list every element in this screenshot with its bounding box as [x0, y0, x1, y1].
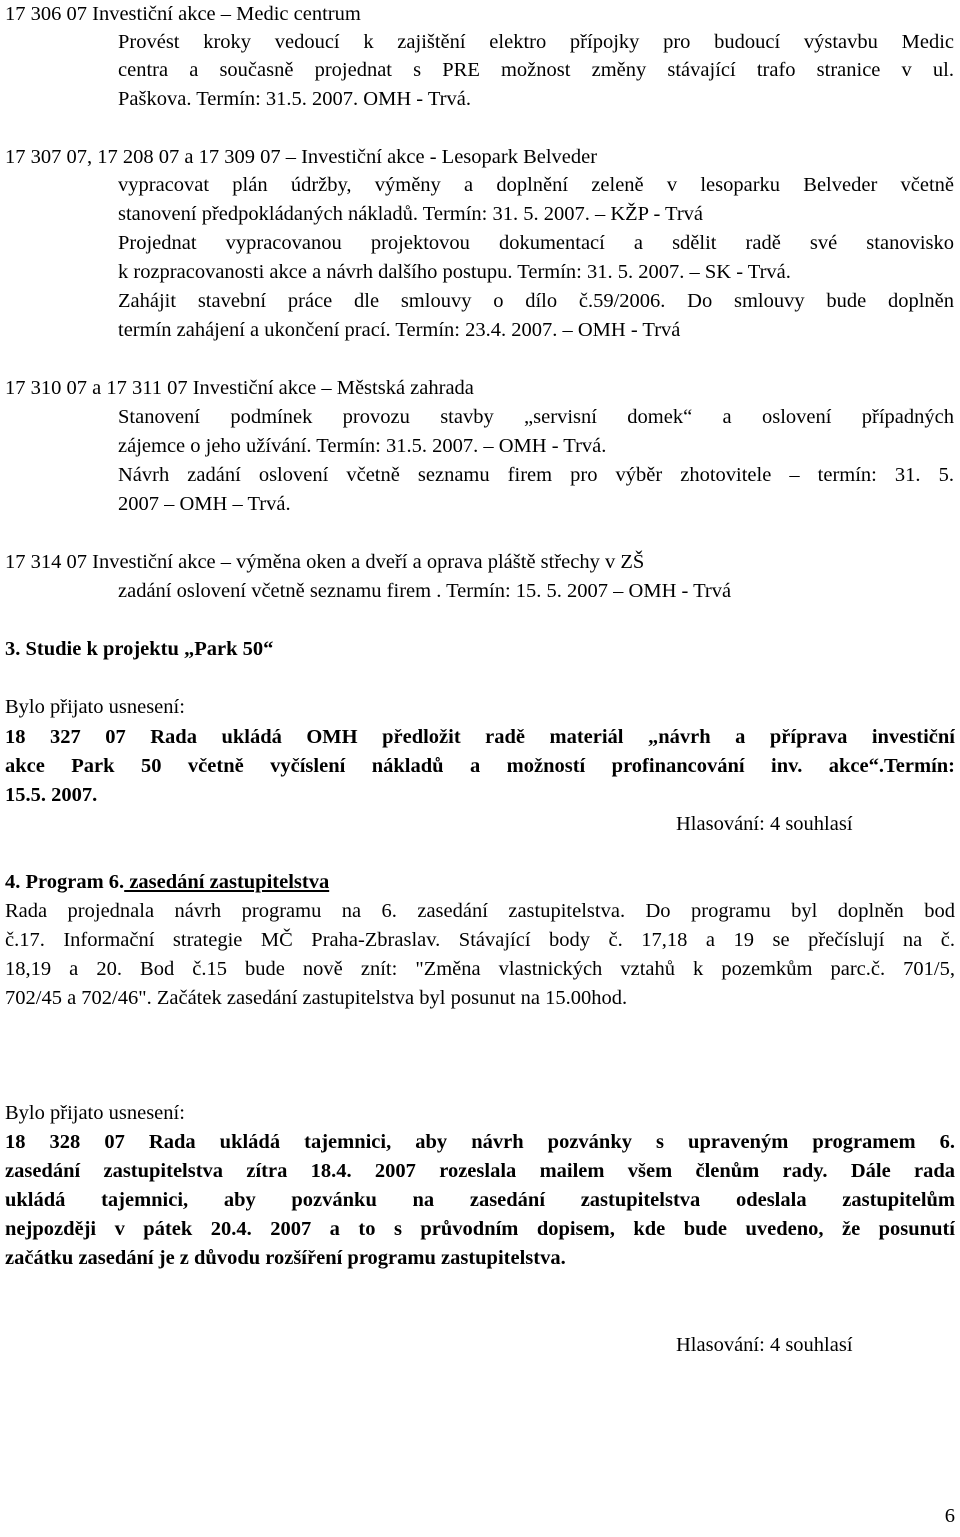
item-text-line: Projednat vypracovanou projektovou dokumentací a sdělit radě své stanovisko — [118, 232, 954, 254]
paragraph-line: Rada projednala návrh programu na 6. zasedání zastupitelstva. Do programu byl doplněn bod — [5, 900, 955, 922]
item-text-line: vypracovat plán údržby, výměny a doplnění zeleně v lesoparku Belveder včetně — [118, 174, 954, 196]
item-text-line: Paškova. Termín: 31.5. 2007. OMH - Trvá. — [118, 88, 471, 110]
resolution-line: 18 327 07 Rada ukládá OMH předložit radě materiál „návrh a příprava investiční — [5, 726, 955, 748]
item-text-line: termín zahájení a ukončení prací. Termín: 23.4. 2007. – OMH - Trvá — [118, 319, 681, 341]
item-text-line: stanovení předpokládaných nákladů. Termín: 31. 5. 2007. – KŽP - Trvá — [118, 203, 704, 225]
resolution-line: akce Park 50 včetně vyčíslení nákladů a možností profinancování inv. akce“.Termín: — [5, 755, 955, 777]
item-heading: 17 306 07 Investiční akce – Medic centrum — [5, 3, 361, 25]
resolution-intro: Bylo přijato usnesení: — [5, 1102, 185, 1124]
item-heading: 17 310 07 a 17 311 07 Investiční akce – Městská zahrada — [5, 377, 474, 399]
item-text-line: 2007 – OMH – Trvá. — [118, 493, 291, 515]
item-text-line: Zahájit stavební práce dle smlouvy o dílo č.59/2006. Do smlouvy bude doplněn — [118, 290, 954, 312]
item-heading: 17 307 07, 17 208 07 a 17 309 07 – Investiční akce - Lesopark Belveder — [5, 146, 598, 168]
resolution-line: začátku zasedání je z důvodu rozšíření programu zastupitelstva. — [5, 1247, 566, 1269]
paragraph-line: 702/45 a 702/46". Začátek zasedání zastupitelstva byl posunut na 15.00hod. — [5, 987, 628, 1009]
item-text-line: Návrh zadání oslovení včetně seznamu firem pro výběr zhotovitele – termín: 31. 5. — [118, 464, 954, 486]
item-heading: 17 314 07 Investiční akce – výměna oken a dveří a oprava pláště střechy v ZŠ — [5, 551, 645, 573]
resolution-line: zasedání zastupitelstva zítra 18.4. 2007 rozeslala mailem všem členům rady. Dále rada — [5, 1160, 955, 1182]
vote-result: Hlasování: 4 souhlasí — [676, 1334, 853, 1356]
item-text-line: zadání oslovení včetně seznamu firem . Termín: 15. 5. 2007 – OMH - Trvá — [118, 580, 732, 602]
section-heading-number: 4. Program 6. — [5, 871, 125, 893]
section-heading-title: zasedání zastupitelstva — [124, 871, 330, 893]
item-text-line: Stanovení podmínek provozu stavby „servisní domek“ a oslovení případných — [118, 406, 954, 428]
vote-result: Hlasování: 4 souhlasí — [676, 813, 853, 835]
resolution-line: 18 328 07 Rada ukládá tajemnici, aby návrh pozvánky s upraveným programem 6. — [5, 1131, 955, 1153]
resolution-line: 15.5. 2007. — [5, 784, 98, 806]
item-text-line: zájemce o jeho užívání. Termín: 31.5. 2007. – OMH - Trvá. — [118, 435, 607, 457]
paragraph-line: 18,19 a 20. Bod č.15 bude nově znít: "Změna vlastnických vztahů k pozemkům parc.č. 701/5, — [5, 958, 955, 980]
item-text-line: Provést kroky vedoucí k zajištění elektro přípojky pro budoucí výstavbu Medic — [118, 31, 954, 53]
resolution-line: nejpozději v pátek 20.4. 2007 a to s průvodním dopisem, kde bude uvedeno, že posunutí — [5, 1218, 955, 1240]
item-text-line: centra a současně projednat s PRE možnost změny stávající trafo stranice v ul. — [118, 59, 954, 81]
resolution-intro: Bylo přijato usnesení: — [5, 696, 185, 718]
item-text-line: k rozpracovanosti akce a návrh dalšího postupu. Termín: 31. 5. 2007. – SK - Trvá. — [118, 261, 791, 283]
page-number: 6 — [944, 1505, 955, 1527]
resolution-line: ukládá tajemnici, aby pozvánku na zasedání zastupitelstva odeslala zastupitelům — [5, 1189, 955, 1211]
section-heading: 3. Studie k projektu „Park 50“ — [5, 638, 274, 660]
section-heading — [5, 868, 329, 897]
paragraph-line: č.17. Informační strategie MČ Praha-Zbraslav. Stávající body č. 17,18 a 19 se přečíslují na č. — [5, 929, 955, 951]
